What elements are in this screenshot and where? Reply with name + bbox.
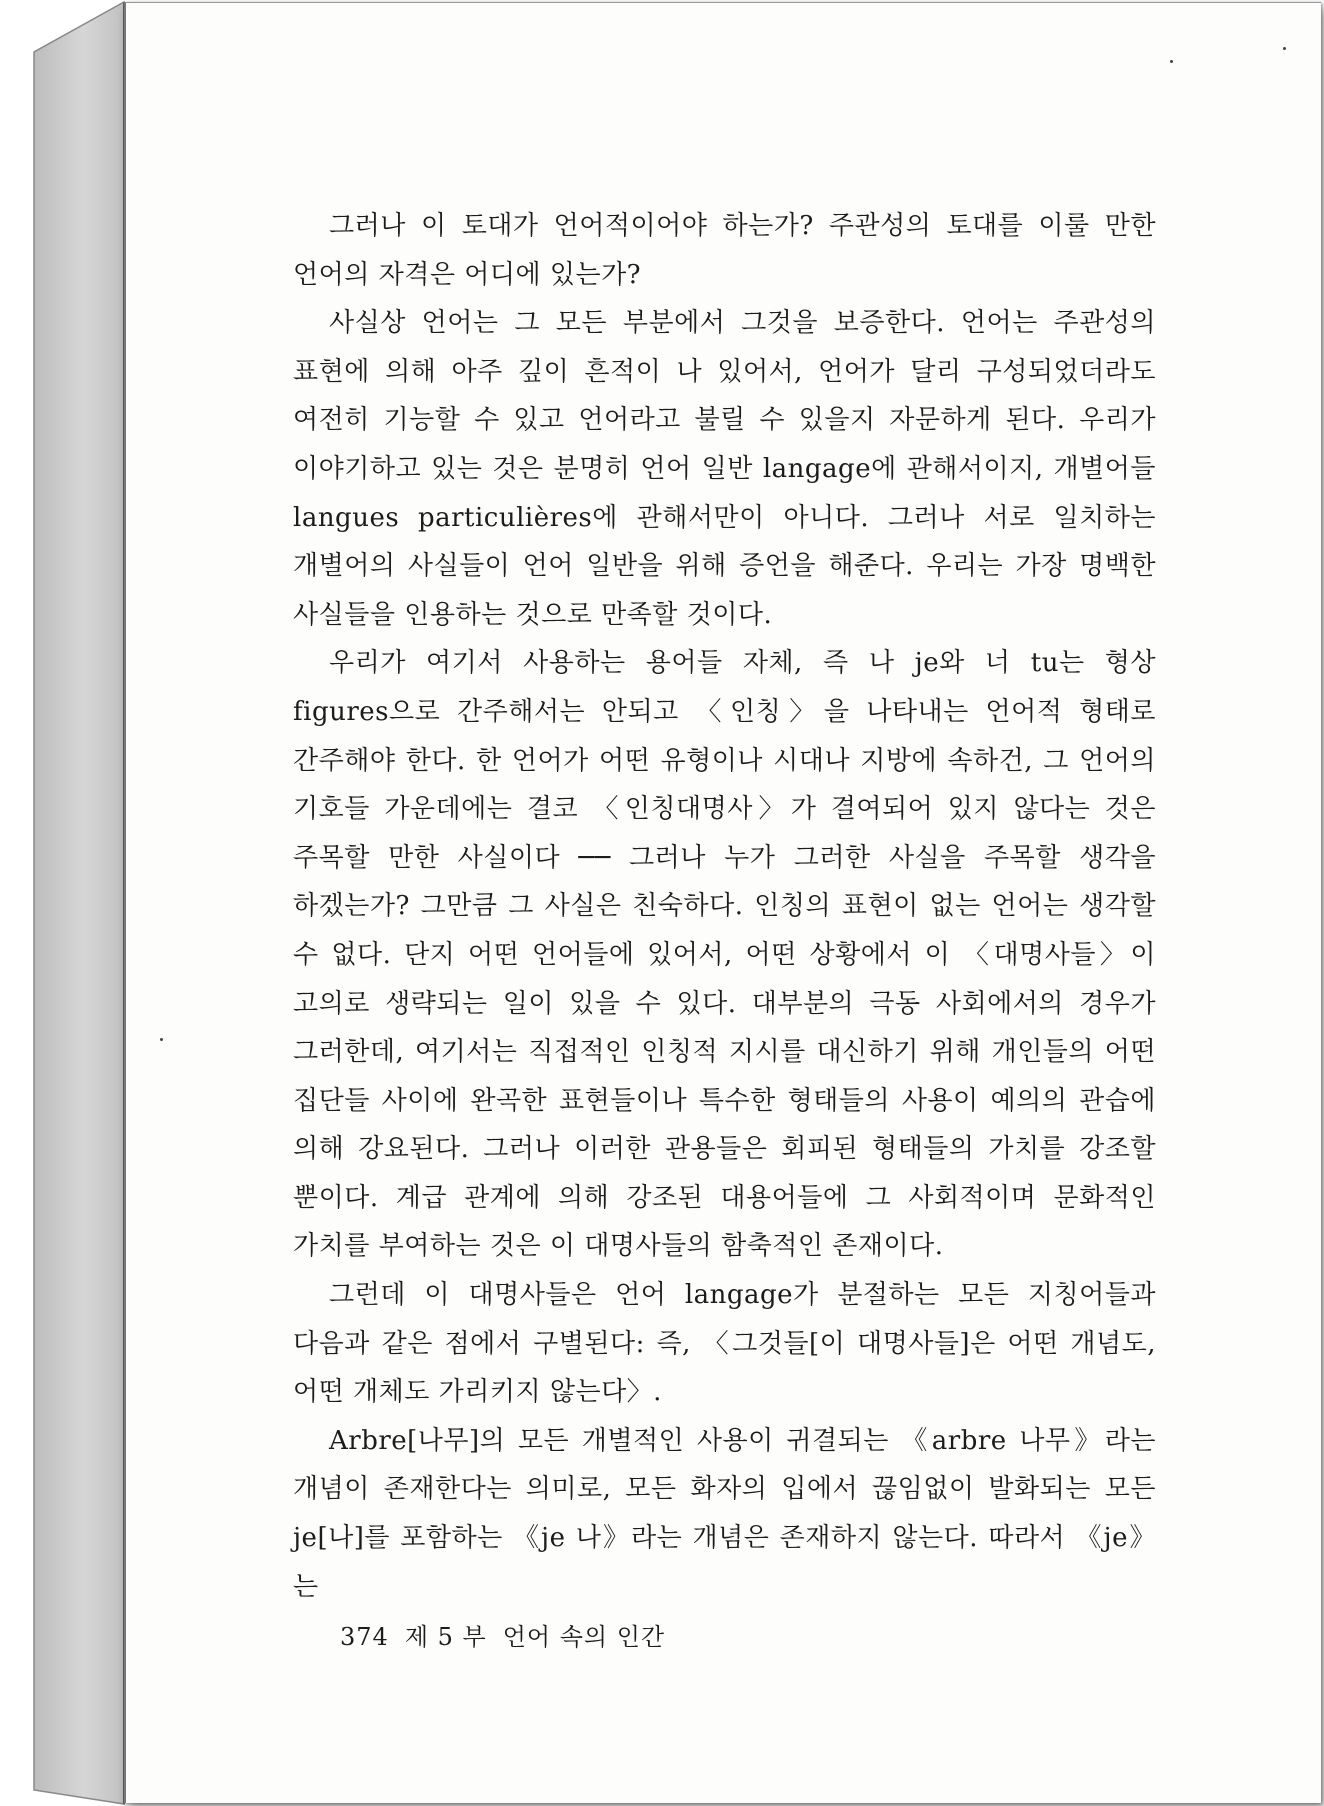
paragraph: Arbre[나무]의 모든 개별적인 사용이 귀결되는 《arbre 나무》라는 개념이 존재한다는 의미로, 모든 화자의 입에서 끊임없이 발화되는 모든 je[나]를 포함하는 《je 나》라는 개념은 존재하지 않는다. 따라서 《je》는 xyxy=(293,1425,1156,1602)
paragraph: 그러나 이 토대가 언어적이어야 하는가? 주관성의 토대를 이룰 만한 언어의 자격은 어디에 있는가? xyxy=(293,211,1156,290)
body-text xyxy=(293,202,1156,1611)
part-title: 언어 속의 인간 xyxy=(502,1623,666,1651)
book-spine xyxy=(0,0,140,1806)
paragraph: 우리가 여기서 사용하는 용어들 자체, 즉 나 je와 너 tu는 형상 figures으로 간주해서는 안되고 〈인칭〉을 나타내는 언어적 형태로 간주해야 한다. 한 언어가 어떤 유형이나 시대나 지방에 속하건, 그 언어의 기호들 가운데에는 결코 〈인칭대명사〉가 결여되어 있지 않다는 것은 주목할 만한 사실이다 ── 그러나 누가 그러한 사실을 주목할 생각을 하겠는가? 그만큼 그 사실은 친숙하다. 인칭의 표현이 없는 언어는 생각할 수 없다. 단지 어떤 언어들에 있어서, 어떤 상황에서 이 〈대명사들〉이 고의로 생략되는 일이 있을 수 있다. 대부분의 극동 사회에서의 경우가 그러한데, 여기서는 직접적인 인칭적 지시를 대신하기 위해 개인들의 어떤 집단들 사이에 완곡한 표현들이나 특수한 형태들의 사용이 예의의 관습에 의해 강요된다. 그러나 이러한 관용들은 회피된 형태들의 가치를 강조할 뿐이다. 계급 관계에 의해 강조된 대용어들에 그 사회적이며 문화적인 가치를 부여하는 것은 이 대명사들의 함축적인 존재이다. xyxy=(293,648,1156,1262)
page-speck xyxy=(160,1038,163,1041)
paragraph: 그런데 이 대명사들은 언어 langage가 분절하는 모든 지칭어들과 다음과 같은 점에서 구별된다: 즉, 〈그것들[이 대명사들]은 어떤 개념도, 어떤 개체도 가리키지 않는다〉. xyxy=(293,1280,1156,1408)
part-label: 제 5 부 xyxy=(404,1623,487,1651)
page-speck xyxy=(1283,47,1286,50)
page-footer xyxy=(340,1617,681,1652)
paragraph: 사실상 언어는 그 모든 부분에서 그것을 보증한다. 언어는 주관성의 표현에 의해 아주 깊이 흔적이 나 있어서, 언어가 달리 구성되었더라도 여전히 기능할 수 있고 언어라고 불릴 수 있을지 자문하게 된다. 우리가 이야기하고 있는 것은 분명히 언어 일반 langage에 관해서이지, 개별어들 langues particulières에 관해서만이 아니다. 그러나 서로 일치하는 개별어의 사실들이 언어 일반을 위해 증언을 해준다. 우리는 가장 명백한 사실들을 인용하는 것으로 만족할 것이다. xyxy=(293,308,1156,630)
page-number: 374 xyxy=(340,1623,389,1651)
page-speck xyxy=(1170,60,1173,63)
